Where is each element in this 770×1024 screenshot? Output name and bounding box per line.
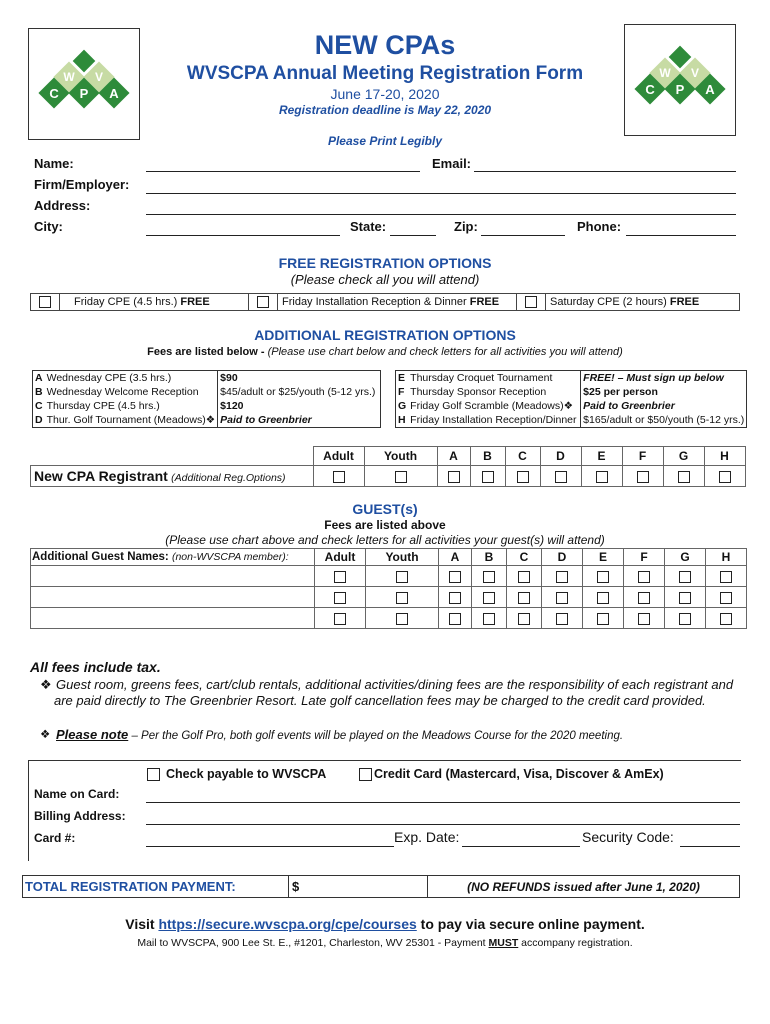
guest-checkbox[interactable] [334,592,346,604]
free-option-label: Friday Installation Reception & Dinner [282,296,470,308]
city-field[interactable] [146,222,340,236]
option-name: Friday Golf Scramble (Meadows)❖ [408,399,581,413]
guest-name-field[interactable] [31,608,315,629]
name-on-card-field[interactable] [146,789,740,803]
logo-letter: C [645,82,655,97]
guests-instructions: (Please use chart above and check letters for all activities your guest(s) will attend) [165,533,605,547]
option-name: Thur. Golf Tournament (Meadows)❖ [45,413,218,428]
registrant-checkbox[interactable] [555,471,567,483]
card-option-label: Credit Card (Mastercard, Visa, Discover & AmEx) [374,767,664,781]
email-label: Email: [432,156,472,171]
payment-box [28,760,741,861]
guest-checkbox[interactable] [597,613,609,625]
registrant-checkbox[interactable] [482,471,494,483]
exp-date-field[interactable] [462,833,580,847]
registrant-checkbox[interactable] [333,471,345,483]
col-header: B [472,549,507,566]
online-payment-line [0,916,770,932]
guest-checkbox[interactable] [449,613,461,625]
card-number-field[interactable] [146,833,394,847]
guest-checkbox[interactable] [720,613,732,625]
logo-letter: A [705,82,715,97]
address-field[interactable] [146,201,736,215]
total-label: TOTAL REGISTRATION PAYMENT: [23,876,289,898]
option-letter: D [35,414,43,426]
state-field[interactable] [390,222,436,236]
currency-symbol: $ [292,879,300,894]
free-option-label: Friday CPE (4.5 hrs.) [74,296,181,308]
mail-instructions [0,937,770,949]
guest-checkbox[interactable] [334,613,346,625]
all-fees-note: All fees include tax. [30,659,161,675]
registrant-checkbox[interactable] [678,471,690,483]
card-option [359,767,664,781]
page-subtitle: WVSCPA Annual Meeting Registration Form [186,63,584,84]
free-option-checkbox[interactable] [257,296,269,308]
option-name: Thursday CPE (4.5 hrs.) [45,399,218,413]
visit-text: Visit [125,916,159,932]
registrant-checkbox[interactable] [637,471,649,483]
please-note-label: Please note [56,727,129,742]
option-letter: H [398,414,406,426]
guest-row [31,566,747,587]
option-fee: $90 [220,372,238,384]
visit-text-post: to pay via secure online payment. [416,916,645,932]
guest-checkbox[interactable] [556,592,568,604]
col-header: C [505,447,540,466]
option-fee: Paid to Greenbrier [583,400,675,412]
mail-text: Mail to WVSCPA, 900 Lee St. E., #1201, Charleston, WV 25301 - Payment [137,937,489,949]
guest-checkbox[interactable] [483,613,495,625]
phone-label: Phone: [577,219,622,234]
col-header: Youth [366,549,439,566]
guest-checkbox[interactable] [483,592,495,604]
guest-checkbox[interactable] [597,592,609,604]
check-option-label: Check payable to WVSCPA [166,767,327,781]
firm-label: Firm/Employer: [34,177,130,192]
logo-letter: A [109,86,119,101]
additional-fees-note [0,346,770,358]
guest-checkbox[interactable] [720,592,732,604]
mail-text-post: accompany registration. [518,937,633,949]
name-label: Name: [34,156,74,171]
registrant-checkbox[interactable] [596,471,608,483]
mail-must: MUST [488,937,519,949]
guest-checkbox[interactable] [638,571,650,583]
option-name: Wednesday CPE (3.5 hrs.) [45,371,218,386]
guest-row [31,608,747,629]
guest-checkbox[interactable] [396,613,408,625]
print-note: Please Print Legibly [327,134,443,148]
credit-card-checkbox[interactable] [359,768,372,781]
total-amount-field[interactable] [289,876,428,898]
security-code-label: Security Code: [582,829,674,845]
guest-checkbox[interactable] [679,592,691,604]
free-options-title: FREE REGISTRATION OPTIONS [278,255,492,271]
guests-grid [30,548,747,629]
guest-checkbox[interactable] [556,571,568,583]
security-code-field[interactable] [680,833,740,847]
col-header: F [624,549,665,566]
card-number-label: Card #: [34,831,76,845]
col-header: C [507,549,542,566]
registrant-note: (Additional Reg.Options) [171,472,286,484]
free-options-subtitle: (Please check all you will attend) [290,272,480,287]
billing-address-field[interactable] [146,811,740,825]
options-right-table [395,370,747,428]
logo-letter: P [675,82,685,97]
col-header: E [583,549,624,566]
name-on-card-label: Name on Card: [34,787,120,801]
guest-checkbox[interactable] [679,613,691,625]
col-header: G [665,549,706,566]
option-letter: E [398,372,406,384]
option-letter: C [35,400,43,412]
free-options-table [30,293,740,311]
option-name: Friday Installation Reception/Dinner [408,413,581,428]
guest-name-field[interactable] [31,587,315,608]
col-header: D [540,447,581,466]
guest-checkbox[interactable] [334,571,346,583]
city-label: City: [34,219,63,234]
guest-row [31,587,747,608]
firm-field[interactable] [146,180,736,194]
note-bullet-2 [40,727,740,742]
free-option-label: FREE [469,296,500,308]
free-option-label: Saturday CPE (2 hours) [550,296,670,308]
option-fee: $165/adult or $50/youth (5-12 yrs.) [583,414,745,426]
total-payment-row [22,875,740,898]
guest-checkbox[interactable] [518,613,530,625]
col-header: B [470,447,505,466]
guest-checkbox[interactable] [396,571,408,583]
registration-deadline: Registration deadline is May 22, 2020 [278,103,492,117]
free-option-checkbox[interactable] [39,296,51,308]
col-header: Youth [364,447,437,466]
registrant-grid [30,446,746,487]
col-header: A [437,447,470,466]
col-header: H [706,549,747,566]
col-header: F [622,447,663,466]
guest-checkbox[interactable] [518,571,530,583]
address-label: Address: [34,198,91,213]
guest-checkbox[interactable] [449,592,461,604]
check-option [147,767,326,781]
fees-note-italic: (Please use chart below and check letters for all activities you will attend) [267,346,623,358]
logo-letter: V [94,70,104,84]
note-bullet-1 [40,677,740,709]
option-fee: Paid to Greenbrier [220,414,312,426]
page-title: NEW CPAs [314,30,456,60]
additional-options-title: ADDITIONAL REGISTRATION OPTIONS [254,327,516,343]
diamond-bullet-icon: ❖ [40,729,51,741]
zip-label: Zip: [454,219,478,234]
email-field[interactable] [474,158,736,172]
registrant-checkbox[interactable] [517,471,529,483]
option-name: Thursday Croquet Tournament [408,371,581,386]
guest-checkbox[interactable] [449,571,461,583]
option-fee: $45/adult or $25/youth (5-12 yrs.) [220,386,376,398]
free-option-label: FREE [180,296,210,308]
state-label: State: [350,219,387,234]
option-letter: B [35,386,43,398]
logo-letter: V [690,66,700,80]
option-fee: FREE! – Must sign up below [583,372,724,384]
guests-fees-line: Fees are listed above [324,518,446,532]
logo-letter: P [79,86,89,101]
guest-checkbox[interactable] [638,592,650,604]
option-fee: $25 per person [583,386,658,398]
col-header: Adult [313,447,364,466]
guest-checkbox[interactable] [396,592,408,604]
registrant-label: New CPA Registrant [34,468,168,484]
col-header: G [663,447,704,466]
free-option-label: FREE [669,296,700,308]
refund-note: (NO REFUNDS issued after June 1, 2020) [428,876,740,898]
col-header: A [439,549,472,566]
note-bullet-1-text: Guest room, greens fees, cart/club rentals, additional activities/dining fees are the responsibility of each registrant and are paid directly to The Greenbrier Resort. Late golf cancellation fees may be charged to the credit card provided. [54,677,734,708]
free-option-checkbox[interactable] [525,296,537,308]
guest-checkbox[interactable] [720,571,732,583]
option-letter: F [398,386,405,398]
event-dates: June 17-20, 2020 [330,86,440,102]
registrant-checkbox[interactable] [395,471,407,483]
billing-address-label: Billing Address: [34,809,126,823]
guest-checkbox[interactable] [679,571,691,583]
payment-link[interactable]: https://secure.wvscpa.org/cpe/courses [158,916,417,932]
col-header: E [581,447,622,466]
fees-note-bold: Fees are listed below - [147,346,268,358]
col-header: Adult [315,549,366,566]
logo-letter: W [63,70,75,84]
logo-letter: W [659,66,671,80]
guest-name-field[interactable] [31,566,315,587]
option-letter: G [398,400,407,412]
options-left-table [32,370,381,428]
phone-field[interactable] [626,222,736,236]
guest-checkbox[interactable] [638,613,650,625]
guest-names-label: Additional Guest Names: [32,551,169,563]
check-payment-checkbox[interactable] [147,768,160,781]
option-name: Thursday Sponsor Reception [408,385,581,399]
guest-checkbox[interactable] [518,592,530,604]
option-name: Wednesday Welcome Reception [45,385,218,399]
col-header: H [704,447,745,466]
guest-checkbox[interactable] [597,571,609,583]
option-fee: $120 [220,400,244,412]
guest-checkbox[interactable] [483,571,495,583]
diamond-bullet-icon: ❖ [40,677,52,692]
guest-checkbox[interactable] [556,613,568,625]
zip-field[interactable] [481,222,565,236]
logo-letter: C [49,86,59,101]
guests-title: GUEST(s) [352,501,418,517]
col-header: D [542,549,583,566]
name-field[interactable] [146,158,420,172]
registrant-checkbox[interactable] [719,471,731,483]
note-bullet-2-text: – Per the Golf Pro, both golf events will be played on the Meadows Course for the 2020 meeting. [128,730,624,742]
guest-names-note: (non-WVSCPA member): [171,551,289,563]
exp-date-label: Exp. Date: [394,829,460,845]
registrant-checkbox[interactable] [448,471,460,483]
option-letter: A [35,372,43,384]
